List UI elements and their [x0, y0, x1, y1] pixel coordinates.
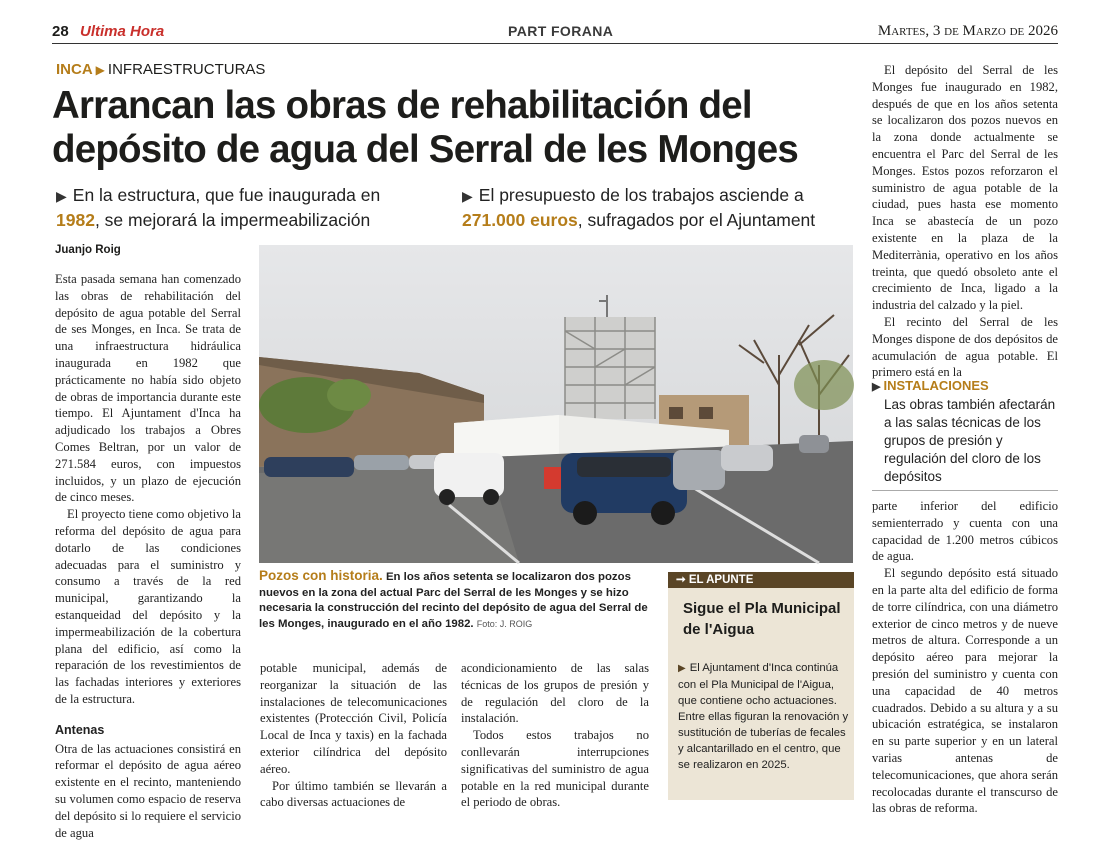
kicker [56, 61, 265, 78]
side-note-title: Sigue el Pla Municipal de l'Aigua [683, 600, 841, 638]
caption-text: En los años setenta se localizaron dos pozos nuevos en la zona del actual Parc del Serral de les Monges y se hizo necesaria la construcción del recinto del depósito de agua del Serral de les Monges, inaugurado en el año 1982. [259, 571, 648, 630]
body-column-4 [872, 62, 1058, 381]
divider [872, 490, 1058, 491]
triangle-right-icon: ▶ [56, 188, 67, 204]
body-column-2 [260, 660, 447, 811]
body-column-1 [55, 271, 241, 841]
byline: Juanjo Roig [55, 244, 121, 256]
paragraph: El depósito del Serral de les Monges fue inaugurado en 1982, después de que en los años setenta se localizaron dos pozos nuevos en la zona donde actualmente se encuentra el Parc del Serral de les Monges. Estos pozos reforzaron el suministro de agua potable de la ciudad, pues hasta ese momento Inca se abastecía de un pozo existente en la plaza de la Mediterrània, operativo en los años treinta, que quedó obsoleto ante el crecimiento de Inca, ligado a la industria del calzado y la piel. [872, 63, 1058, 313]
arrow-right-icon: ➞ [676, 574, 689, 586]
triangle-right-icon: ▶ [95, 63, 105, 77]
section-name: PART FORANA [508, 23, 614, 39]
pull-quote-text: Las obras también afectarán a las salas técnicas de los grupos de presión y regulación del cloro de los depósitos [884, 397, 1056, 484]
subhead-2: ▶ El presupuesto de los trabajos asciende a 271.000 euros, sufragados por el Ajuntament [462, 185, 816, 230]
newspaper-name: Ultima Hora [80, 23, 165, 40]
paragraph: Por último también se llevarán a cabo diversas actuaciones de [260, 778, 447, 810]
triangle-right-icon: ▶ [872, 381, 881, 393]
issue-date: Martes, 3 de Marzo de 2026 [877, 23, 1058, 39]
pull-quote [872, 378, 1058, 486]
photo-credit: Foto: J. ROIG [476, 618, 533, 629]
paragraph: Otra de las actuaciones consistirá en reformar el depósito de agua aéreo existente en el recinto, manteniendo su volumen como espacio de reserva del depósito si lo requiere el servicio de agua [55, 741, 241, 840]
body-column-3 [461, 660, 649, 811]
headline: Arrancan las obras de rehabilitación del depósito de agua del Serral de les Monges [52, 84, 798, 171]
triangle-right-icon: ▶ [462, 188, 473, 204]
caption-title: Pozos con historia. [259, 568, 383, 583]
subheading-antenas: Antenas [55, 722, 105, 737]
paragraph: El proyecto tiene como objetivo la reforma del depósito de agua para dotarlo de las condiciones adecuadas para el suministro y consumo a través de la red municipal, garantizando la estanqueidad del depósito y la impermeabilización de la cobertura plana del edificio, así como la reparación de los revestimientos de las fachadas interiores y exteriores de la estructura. [55, 507, 241, 706]
paragraph: Esta pasada semana han comenzado las obras de rehabilitación del depósito de agua potable del Serral de ses Monges, en Inca. Se trata de una infraestructura hidráulica inaugurada en 1982 que prácticamente no había sido objeto de obras de importancia durante este tiempo. El Ajuntament d'Inca ha adjudicado los trabajos a Obres Comes Beltran, por un valor de 271.584 euros, con impuestos incluidos, y un plazo de ejecución de cinco meses. [55, 272, 241, 505]
kicker-place: INCA [56, 61, 93, 78]
page-number: 28 [52, 23, 69, 40]
kicker-topic: INFRAESTRUCTURAS [107, 61, 266, 78]
pull-quote-label: ▶ INSTALACIONES [872, 378, 989, 393]
page-header [52, 22, 1058, 44]
side-note-label: ➞ EL APUNTE [668, 572, 854, 588]
paragraph: potable municipal, además de reorganizar la situación de las instalaciones de telecomunicaciones existentes (Protección Civil, Policía Local de Inca y taxis) en la fachada exterior cilíndrica del depósito aéreo. [260, 661, 447, 776]
water-tower-photo [259, 245, 853, 563]
paragraph: parte inferior del edificio semienterrado y cuenta con una capacidad de 1.200 metros cúbicos de agua. [872, 499, 1058, 564]
paragraph: Todos estos trabajos no conllevarán interrupciones significativas del suministro de agua potable en la red municipal durante el periodo de obras. [461, 728, 649, 810]
paragraph: acondicionamiento de las salas técnicas de los grupos de presión y de regulación del cloro de la instalación. [461, 661, 649, 726]
body-column-4-continued [872, 498, 1058, 817]
subhead-1: ▶ En la estructura, que fue inaugurada en 1982, se mejorará la impermeabilización [56, 185, 381, 230]
side-note-box [668, 572, 854, 800]
photo-caption [259, 568, 659, 632]
paragraph: El recinto del Serral de les Monges dispone de dos depósitos de acumulación de agua potable. El primero está en la [872, 314, 1058, 380]
triangle-right-icon: ▶ [678, 663, 686, 674]
subhead-highlight: 271.000 euros [462, 210, 578, 230]
subhead-highlight: 1982 [56, 210, 95, 230]
paragraph: El segundo depósito está situado en la parte alta del edificio de forma de torre cilíndrica, con una diámetro exterior de cinco metros y de nueve metros de altura. Corresponde a un depósito aéreo para mejorar la presión del suministro y cuenta con una capacidad de 40 metros cuadrados. Debido a su altura y a su ubicación estratégica, se instalaron en su parte superior y en un lateral varias antenas de telecomunicaciones, que ahora serán recolocadas durante el transcurso de las obras de reforma. [872, 566, 1058, 816]
article-photo [259, 245, 853, 563]
side-note-text: ▶ El Ajuntament d'Inca continúa con el Pla Municipal de l'Aigua, que contiene ocho actuaciones. Entre ellas figuran la renovación y sustitución de tuberías de fecales y alcantarillado en el centro, que se realizaron en 2025. [678, 662, 849, 771]
